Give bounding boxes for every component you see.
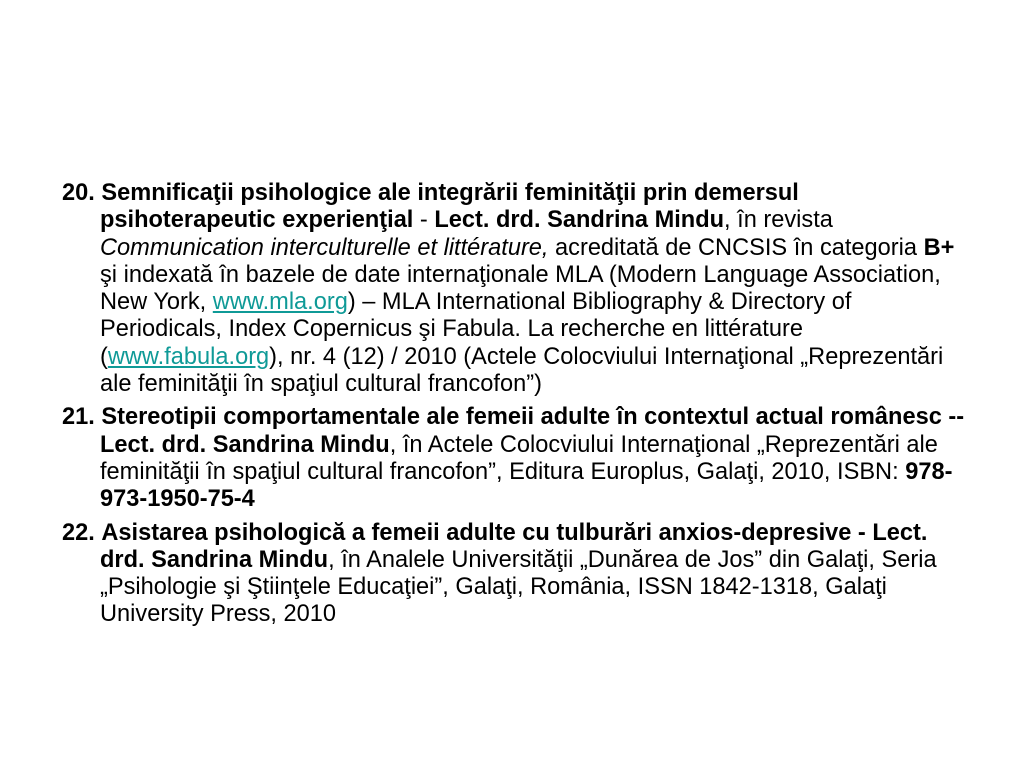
publication-entry-21 [62,404,968,513]
entry-title: Stereotipii comportamentale ale femeii adulte în contextul actual românesc -- Lect. drd. Sandrina Mindu [100,404,965,458]
entry-number: 22. [62,519,95,546]
separator: - [413,207,435,234]
entry-number: 20. [62,180,95,206]
isbn-value: 978-973-1950-75-4 [100,458,953,513]
entry-text: , în Actele Colocviului Internaţional „Reprezentări ale feminităţii în spaţiul cultural francofon”, Editura Europlus, Galaţi, 2010, ISBN: [100,431,938,485]
publication-entry-20 [62,180,968,398]
entry-text: ) – MLA International Bibliography & Directory of Periodicals, Index Copernicus şi Fabula. La recherche en littérature ( [100,289,852,370]
mla-link[interactable]: www.mla.org [212,289,348,316]
publication-list [62,180,968,635]
fabula-link[interactable]: www.fabula.org [107,343,270,370]
category-badge: B+ [923,234,955,261]
entry-author: Lect. drd. Sandrina Mindu [434,207,725,234]
publication-entry-22 [62,520,968,629]
entry-text: , în Analele Universităţii „Dunărea de Jos” din Galaţi, Seria „Psihologie şi Ştiinţele Educaţiei”, Galaţi, România, ISSN 1842-1318, Galaţi University Press, 2010 [100,546,937,628]
entry-text: şi indexată în bazele de date internaţionale MLA (Modern Language Association, New York, [100,261,941,316]
entry-text: , în revista [724,207,833,234]
entry-number: 21. [62,404,95,431]
entry-title: Semnificaţii psihologice ale integrării feminităţii prin demersul psihoterapeutic experienţial [100,180,799,234]
entry-title: Asistarea psihologică a femeii adulte cu tulburări anxios-depresive - Lect. drd. Sandrina Mindu [100,519,928,573]
entry-text: acreditată de CNCSIS în categoria [548,234,924,261]
entry-text: ), nr. 4 (12) / 2010 (Actele Colocviului Internaţional „Reprezentări ale feminităţii în spaţiul cultural francofon”) [100,343,944,398]
journal-title: Communication interculturelle et littérature, [100,234,549,261]
